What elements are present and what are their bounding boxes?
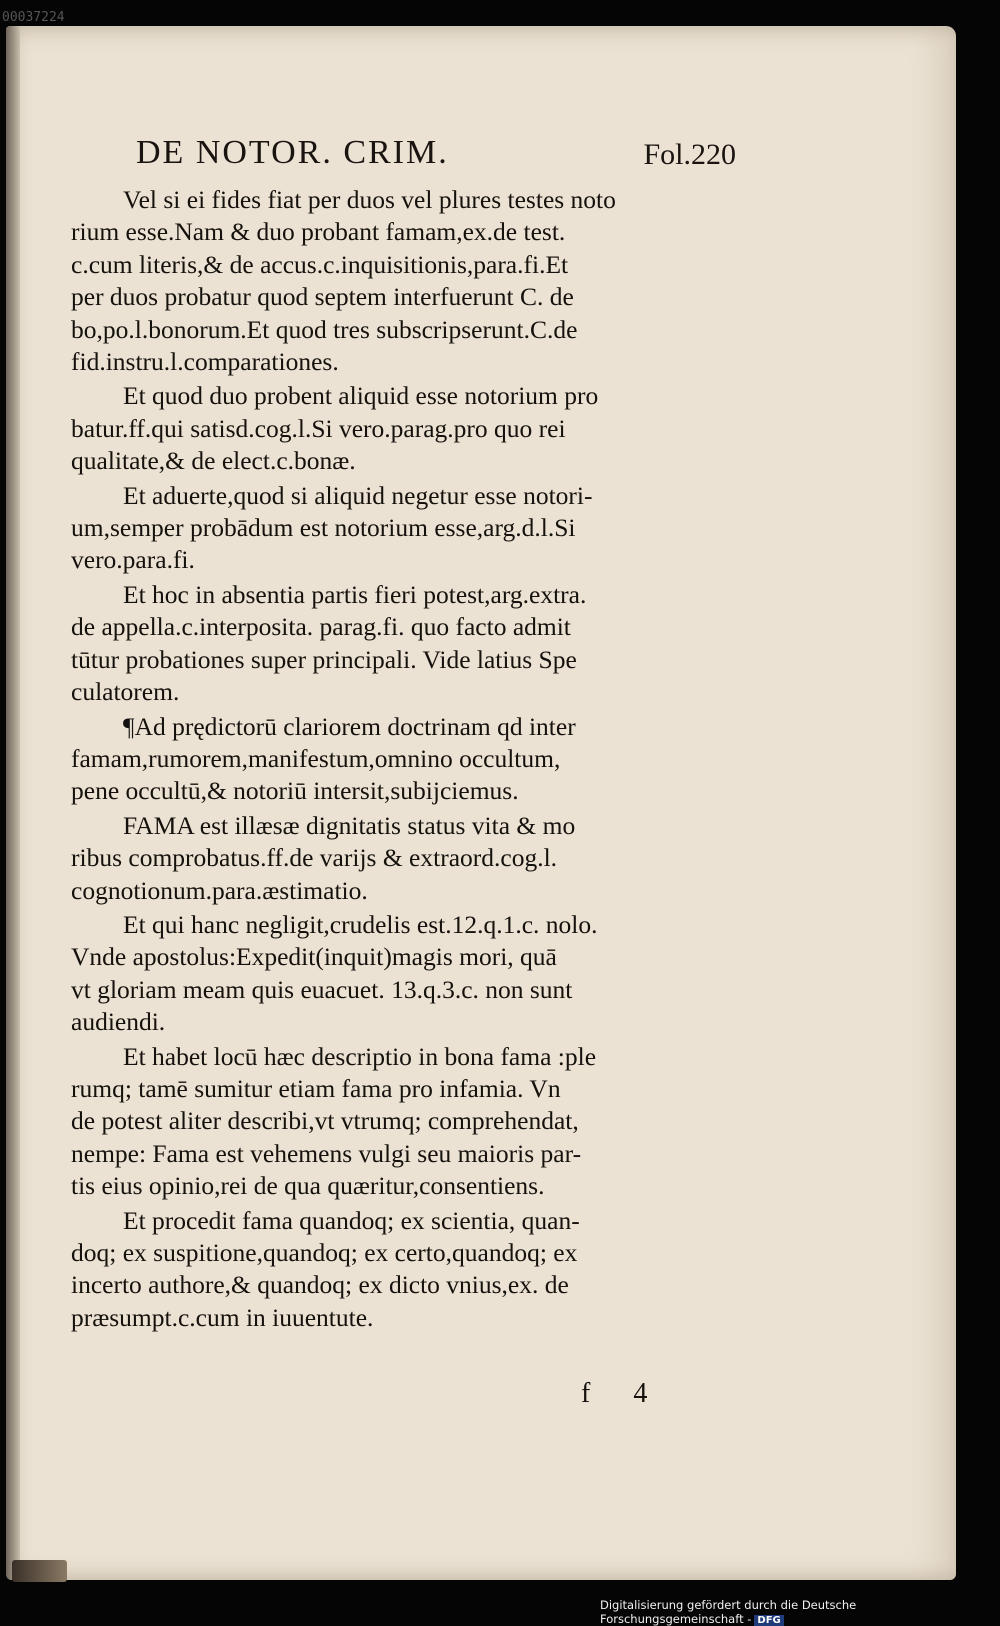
text-line: famam,rumorem,manifestum,omnino occultum, — [71, 743, 561, 773]
text-line: batur.ff.qui satisd.cog.l.Si vero.parag.pro quo rei — [71, 413, 566, 443]
text-line-content: Ad prędictorū clariorem doctrinam qd inter — [134, 711, 576, 741]
text-line: doq; ex suspitione,quandoq; ex certo,quandoq; ex — [71, 1238, 578, 1267]
running-title: DE NOTOR. CRIM. — [136, 134, 449, 171]
pilcrow-icon: ¶ — [123, 711, 135, 741]
text-line: de potest aliter describi,vt vtrumq; comprehendat, — [71, 1106, 579, 1136]
text-line: tis eius opinio,rei de qua quæritur,consentiens. — [71, 1171, 545, 1201]
text-line: vero.para.fi. — [71, 545, 195, 575]
text-line: vt gloriam meam quis euacuet. 13.q.3.c. non sunt — [71, 974, 573, 1004]
page-gutter-edge — [6, 26, 20, 1580]
paragraph — [71, 810, 751, 907]
text-line: Et quod duo probent aliquid esse notorium pro — [123, 381, 599, 411]
paragraph — [71, 579, 751, 709]
text-line: FAMA est illæsæ dignitatis status vita & mo — [123, 810, 576, 840]
text-line: ribus comprobatus.ff.de varijs & extraord.cog.l. — [71, 843, 558, 873]
text-line: culatorem. — [71, 677, 180, 707]
paragraph — [71, 480, 751, 577]
body-text — [71, 184, 751, 1336]
scan-identifier: 00037224 — [2, 10, 65, 25]
text-line: qualitate,& de elect.c.bonæ. — [71, 446, 356, 476]
credit-text: Digitalisierung gefördert durch die Deutsche Forschungsgemeinschaft - — [600, 1598, 857, 1626]
text-line: incerto authore,& quandoq; ex dicto vnius,ex. de — [71, 1270, 569, 1300]
book-page — [6, 26, 956, 1580]
text-line: præsumpt.c.cum in iuuentute. — [71, 1302, 374, 1332]
text-line: tūtur probationes super principali. Vide latius Spe — [71, 644, 577, 674]
text-line: pene occultū,& notoriū intersit,subijciemus. — [71, 776, 519, 806]
text-line: Vel si ei fides fiat per duos vel plures testes noto — [123, 185, 616, 214]
dfg-logo: DFG — [754, 1615, 783, 1626]
running-head — [136, 134, 736, 184]
paragraph — [71, 184, 751, 378]
paragraph — [71, 711, 751, 808]
text-line: rumq; tamē sumitur etiam fama pro infamia. Vn — [71, 1073, 561, 1103]
text-line: de appella.c.interposita. parag.fi. quo facto admit — [71, 612, 571, 642]
text-line — [71, 711, 751, 743]
paragraph — [71, 380, 751, 477]
text-line: Et hoc in absentia partis fieri potest,arg.extra. — [123, 579, 587, 609]
paragraph — [71, 1205, 751, 1335]
text-line: bo,po.l.bonorum.Et quod tres subscripserunt.C.de — [71, 314, 578, 344]
text-line: nempe: Fama est vehemens vulgi seu maioris par- — [71, 1138, 582, 1168]
text-line: per duos probatur quod septem interfuerunt C. de — [71, 282, 574, 312]
text-line: cognotionum.para.æstimatio. — [71, 875, 368, 905]
signature-mark: f 4 — [581, 1378, 666, 1409]
folio-number: Fol.220 — [643, 138, 736, 171]
text-line: um,semper probādum est notorium esse,arg.d.l.Si — [71, 513, 576, 543]
text-line: rium esse.Nam & duo probant famam,ex.de test. — [71, 217, 566, 247]
text-line: Et aduerte,quod si aliquid negetur esse notori- — [123, 480, 593, 510]
text-line: fid.instru.l.comparationes. — [71, 347, 339, 377]
text-line: Et procedit fama quandoq; ex scientia, quan- — [123, 1205, 580, 1235]
text-line: Et qui hanc negligit,crudelis est.12.q.1.c. nolo. — [123, 909, 598, 939]
paragraph — [71, 1041, 751, 1203]
text-line: Et habet locū hæc descriptio in bona fama :ple — [123, 1041, 597, 1071]
text-line: audiendi. — [71, 1007, 166, 1037]
corner-scan-mark — [12, 1560, 67, 1582]
text-line: Vnde apostolus:Expedit(inquit)magis mori, quā — [71, 942, 557, 972]
text-line: c.cum literis,& de accus.c.inquisitionis,para.fi.Et — [71, 249, 569, 279]
paragraph — [71, 909, 751, 1039]
